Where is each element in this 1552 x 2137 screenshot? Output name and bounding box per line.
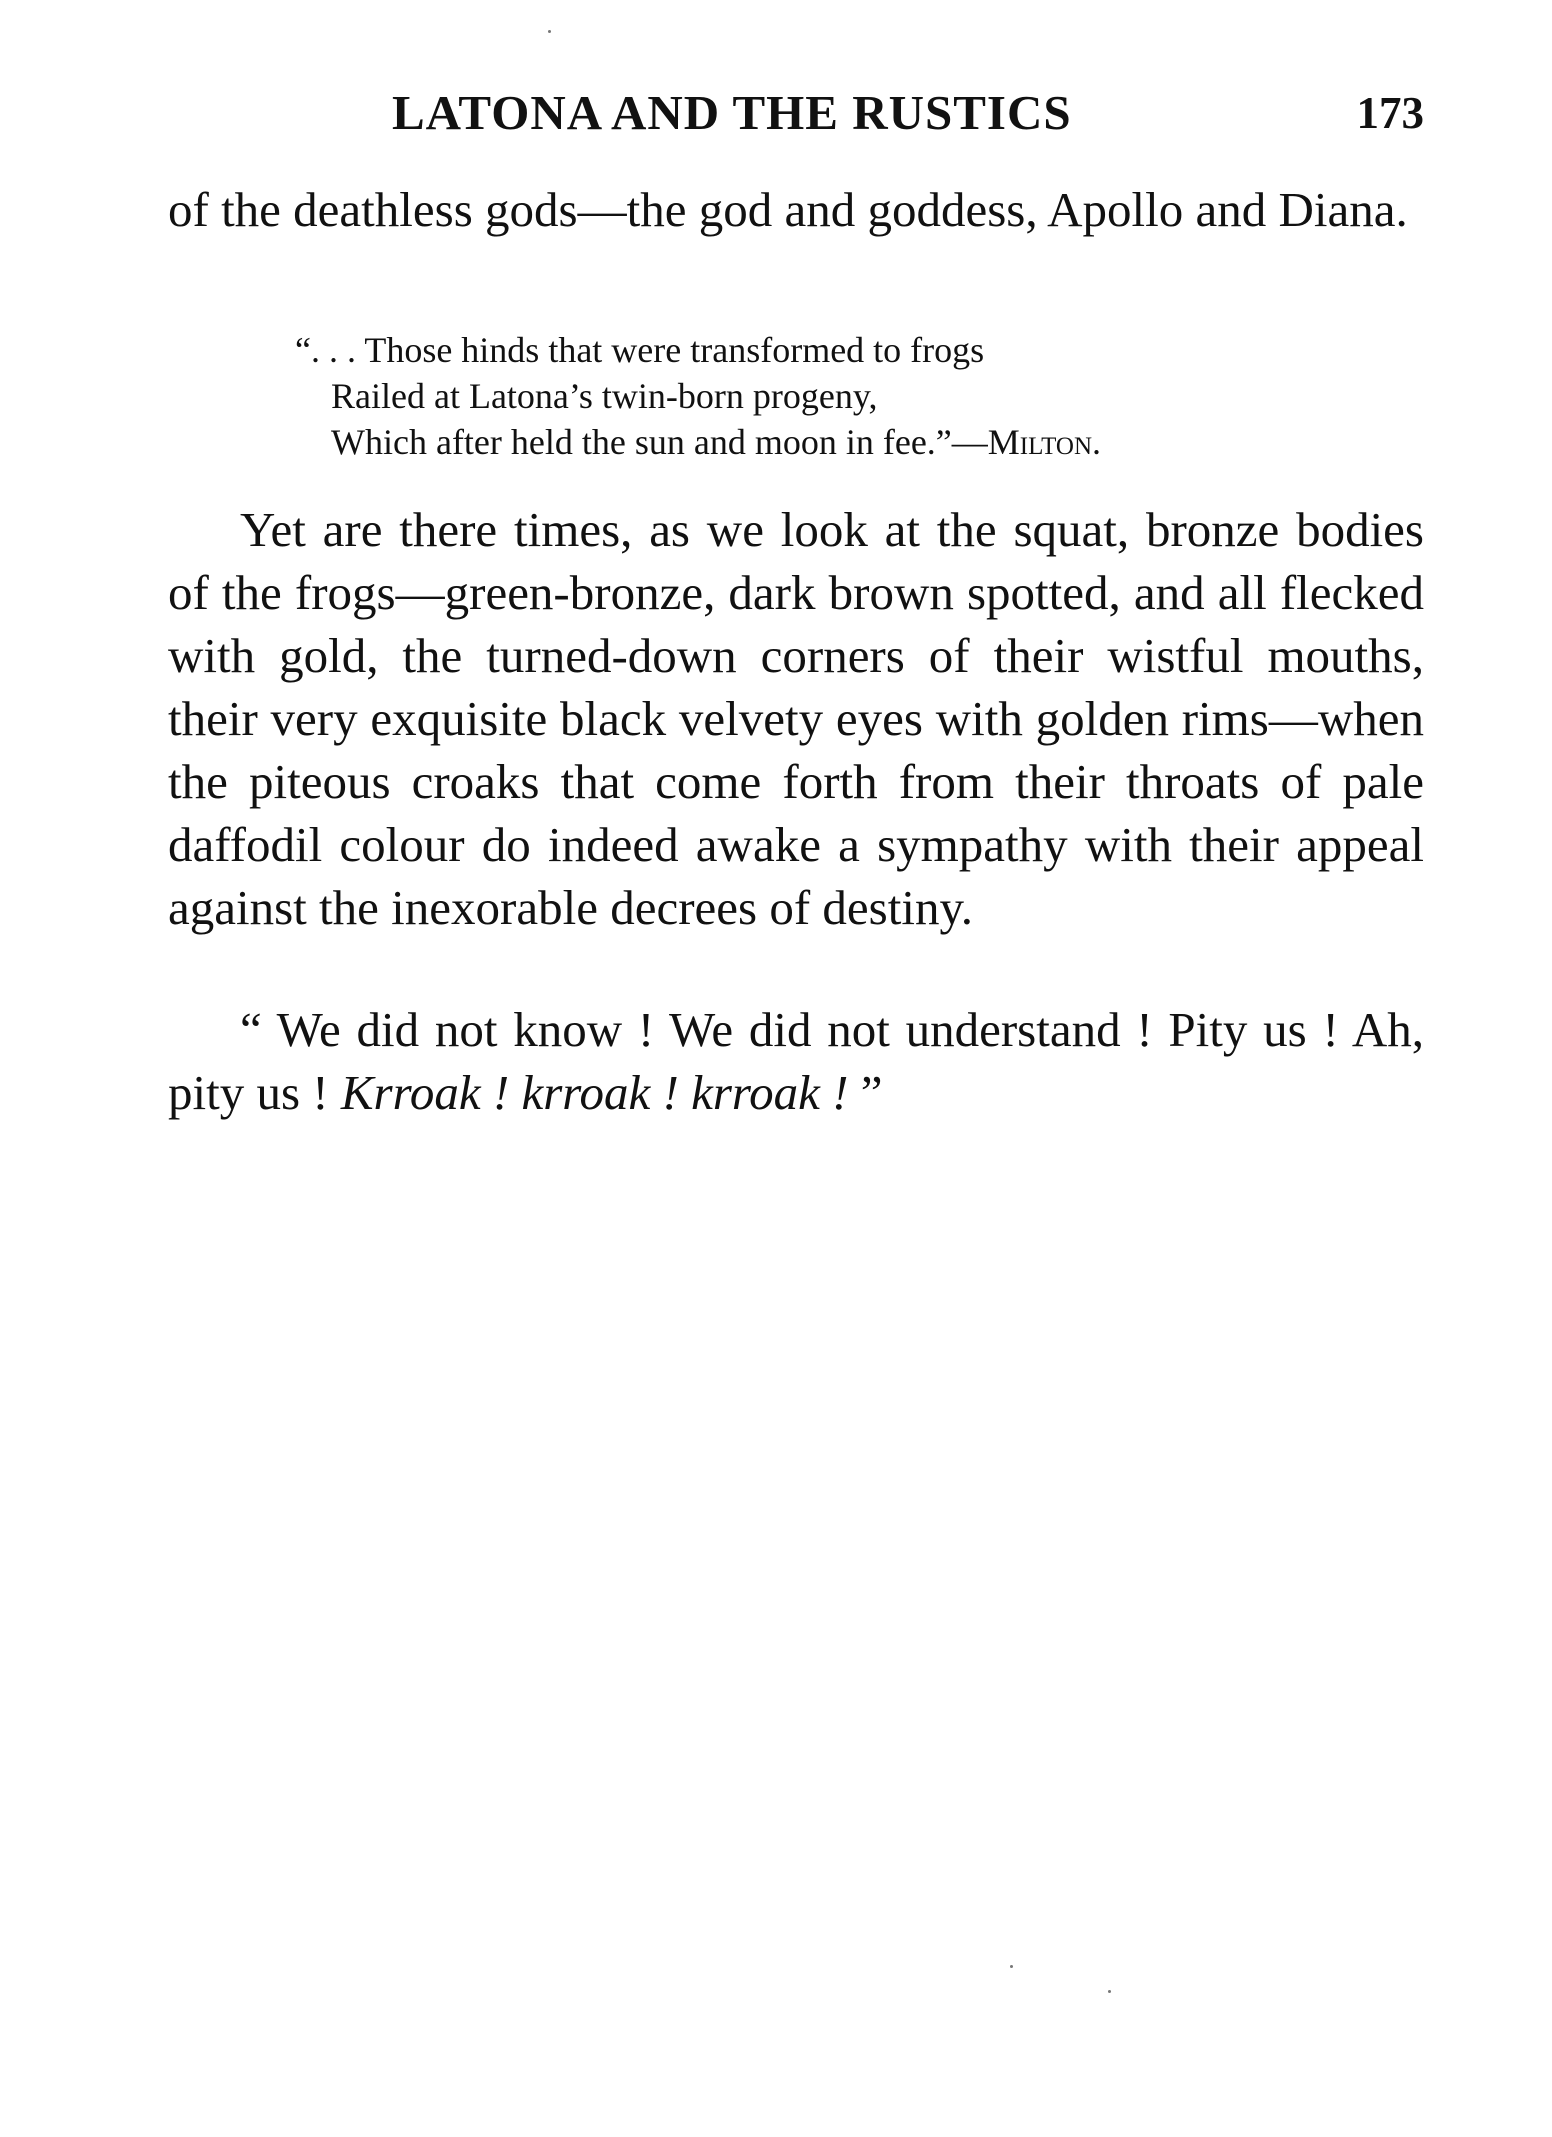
plea-cry: Krroak ! krroak ! krroak ! bbox=[340, 1065, 861, 1120]
running-title: LATONA AND THE RUSTICS bbox=[392, 85, 1072, 140]
paper-speck bbox=[1108, 1990, 1111, 1993]
verse-line-3: Which after held the sun and moon in fee.” bbox=[331, 422, 952, 462]
plea-speech: “ We did not know ! We did not understand ! Pity us ! Ah, pity us ! bbox=[168, 1002, 1424, 1120]
paper-speck bbox=[1010, 1965, 1013, 1968]
page-number: 173 bbox=[1356, 88, 1424, 138]
verse-line-3-wrapper bbox=[295, 419, 1315, 465]
verse-line-1: “. . . Those hinds that were transformed to frogs bbox=[295, 330, 985, 370]
plea-close-quote: ” bbox=[860, 1065, 883, 1120]
verse-attribution: —Milton. bbox=[951, 422, 1102, 462]
paragraph-frogs: Yet are there times, as we look at the squat, bronze bodies of the frogs—green-bronze, dark brown spotted, and all flecked with gold, the turned-down corners of their wistful mouths, their very exquisite black velvety eyes with golden rims—when the piteous croaks that come forth from their throats of pale daffodil colour do indeed awake a sympathy with their appeal against the inexorable decrees of destiny. bbox=[168, 502, 1424, 935]
paragraph-plea bbox=[168, 998, 1424, 1124]
verse-quotation bbox=[295, 327, 1315, 465]
running-head bbox=[168, 78, 1424, 148]
verse-line-2: Railed at Latona’s twin-born progeny, bbox=[331, 376, 878, 416]
paper-speck bbox=[548, 30, 551, 33]
paragraph-continuation: of the deathless gods—the god and goddess, Apollo and Diana. bbox=[168, 182, 1408, 237]
